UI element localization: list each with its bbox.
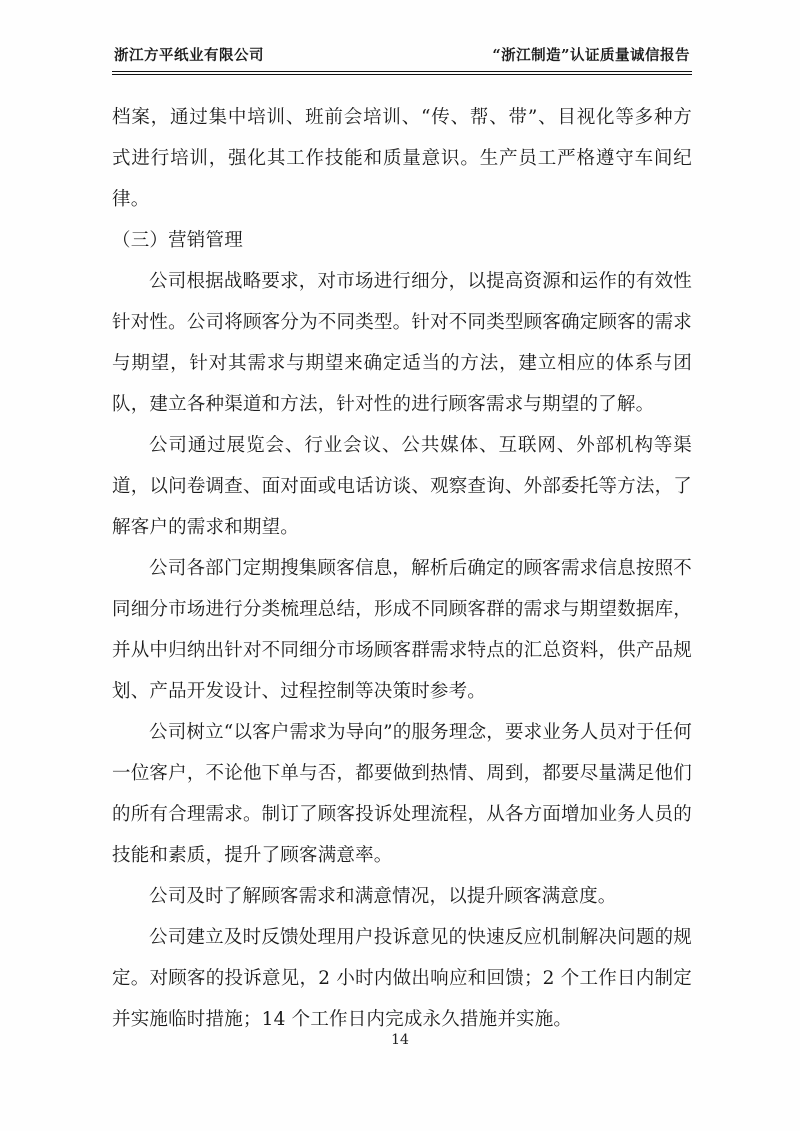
header-company-name: 浙江方平纸业有限公司: [114, 47, 264, 64]
paragraph-complaint-response: 公司建立及时反馈处理用户投诉意见的快速反应机制解决问题的规定。对顾客的投诉意见，2 小时内做出响应和回馈；2 个工作日内制定并实施临时措施；14 个工作日内完成永久措施并实施。: [112, 927, 692, 1030]
header-rule-thin: [112, 74, 692, 75]
body-text: [112, 97, 692, 1040]
header-rule-thick: [112, 71, 692, 72]
paragraph-satisfaction: 公司及时了解顾客需求和满意情况，以提升顾客满意度。: [149, 886, 617, 907]
paragraph-customer-info-collection: 公司各部门定期搜集顾客信息，解析后确定的顾客需求信息按照不同细分市场进行分类梳理总结，形成不同顾客群的需求与期望数据库，并从中归纳出针对不同细分市场顾客群需求特点的汇总资料，供产品规划、产品开发设计、过程控制等决策时参考。: [112, 558, 692, 702]
paragraph-continuation-training: 档案，通过集中培训、班前会培训、“传、帮、带”、目视化等多种方式进行培训，强化其工作技能和质量意识。生产员工严格遵守车间纪律。: [112, 107, 692, 210]
paragraph-channels: 公司通过展览会、行业会议、公共媒体、互联网、外部机构等渠道，以问卷调查、面对面或电话访谈、观察查询、外部委托等方法，了解客户的需求和期望。: [112, 435, 692, 538]
header-report-title: “浙江制造”认证质量诚信报告: [492, 47, 690, 64]
paragraph-market-segmentation: 公司根据战略要求，对市场进行细分，以提高资源和运作的有效性针对性。公司将顾客分为不同类型。针对不同类型顾客确定顾客的需求与期望，针对其需求与期望来确定适当的方法，建立相应的体系与团队，建立各种渠道和方法，针对性的进行顾客需求与期望的了解。: [112, 271, 692, 415]
page-number: 14: [391, 1032, 409, 1048]
page-content: [112, 44, 692, 1040]
paragraph-service-philosophy: 公司树立“以客户需求为导向”的服务理念，要求业务人员对于任何一位客户，不论他下单与否，都要做到热情、周到，都要尽量满足他们的所有合理需求。制订了顾客投诉处理流程，从各方面增加业务人员的技能和素质，提升了顾客满意率。: [112, 722, 692, 866]
page-header: [112, 44, 692, 71]
section-heading-marketing: （三）营销管理: [112, 230, 243, 251]
